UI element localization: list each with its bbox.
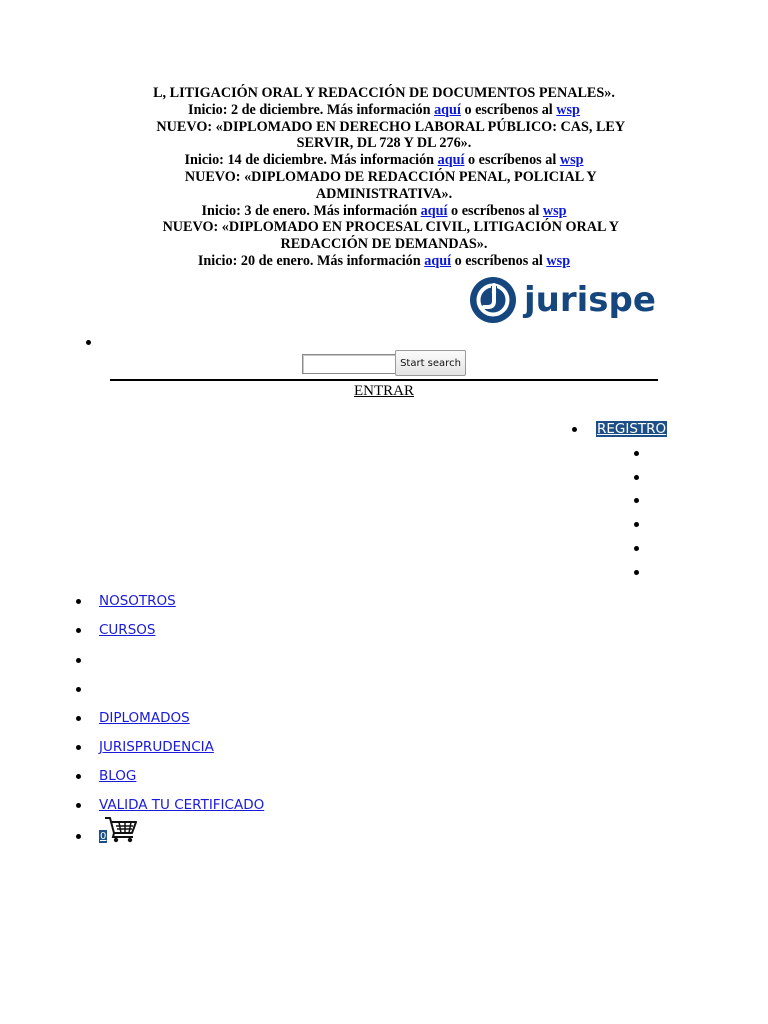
list-bullet [86,340,91,345]
submenu-bullet [634,522,639,527]
start-text: Inicio: 3 de enero. Más información [201,202,421,219]
announcement-course-title-cont: SERVIR, DL 728 Y DL 276». [296,135,472,152]
whatsapp-link[interactable]: wsp [559,152,584,169]
course-title-text: NUEVO: «DIPLOMADO EN PROCESAL CIVIL, LITIGACIÓN ORAL Y [162,219,619,236]
whatsapp-link[interactable]: wsp [542,202,567,219]
nav-bullet [76,834,81,839]
announcement-start-line [110,102,658,119]
site-logo[interactable] [470,277,660,323]
nav-item-blog[interactable]: BLOG [99,768,137,784]
shopping-cart-icon[interactable] [104,815,138,843]
submenu-bullet [634,451,639,456]
start-text: Inicio: 2 de diciembre. Más información [188,101,435,118]
list-bullet [572,427,577,432]
nav-item-diplomados[interactable]: DIPLOMADOS [99,710,190,726]
nav-item-valida-certificado[interactable]: VALIDA TU CERTIFICADO [99,797,265,813]
contact-text: o escríbenos al [451,252,547,269]
nav-bullet [76,628,81,633]
submenu-bullet [634,498,639,503]
nav-item-nosotros[interactable]: NOSOTROS [99,593,176,609]
nav-bullet [76,803,81,808]
start-text: Inicio: 14 de diciembre. Más información [184,152,438,169]
course-title-text: NUEVO: «DIPLOMADO DE REDACCIÓN PENAL, POLICIAL Y [184,168,597,185]
announcement-course-title [110,119,658,136]
contact-text: o escríbenos al [464,152,560,169]
submenu-bullet [634,546,639,551]
contact-text: o escríbenos al [447,202,543,219]
announcement-line: L, LITIGACIÓN ORAL Y REDACCIÓN DE DOCUMENTOS PENALES». [153,85,615,101]
nav-bullet [76,745,81,750]
header-divider [110,379,658,381]
announcement-start-line [110,253,658,270]
nav-bullet [76,716,81,721]
announcement-banner [110,85,658,270]
announcement-course-title-cont: REDACCIÓN DE DEMANDAS». [280,236,488,253]
nav-bullet [76,687,81,692]
more-info-link[interactable]: aquí [424,252,452,269]
register-link[interactable]: REGISTRO [597,421,667,437]
login-link[interactable]: ENTRAR [354,383,414,399]
whatsapp-link[interactable]: wsp [546,252,571,269]
whatsapp-link[interactable]: wsp [556,101,580,118]
cart-count-badge[interactable]: 0 [100,831,107,842]
nav-item-jurisprudencia[interactable]: JURISPRUDENCIA [99,739,214,755]
submenu-bullet [634,570,639,575]
announcement-course-title [110,219,658,236]
nav-item-cursos[interactable]: CURSOS [99,622,156,638]
start-search-button[interactable]: Start search [395,350,466,376]
search-input[interactable] [302,354,398,374]
more-info-link[interactable]: aquí [420,202,448,219]
announcement-course-title [110,169,658,186]
nav-bullet [76,658,81,663]
logo-mark-icon [470,277,516,323]
more-info-link[interactable]: aquí [437,152,465,169]
nav-bullet [76,774,81,779]
announcement-course-title-cont: ADMINISTRATIVA». [315,185,453,202]
nav-bullet [76,599,81,604]
more-info-link[interactable]: aquí [434,101,461,118]
submenu-bullet [634,475,639,480]
contact-text: o escríbenos al [460,101,557,118]
course-title-text: NUEVO: «DIPLOMADO EN DERECHO LABORAL PÚBLICO: CAS, LEY [156,118,626,135]
logo-text: jurispe [524,280,656,320]
announcement-start-line [110,203,658,220]
announcement-start-line [110,152,658,169]
start-text: Inicio: 20 de enero. Más información [197,252,425,269]
